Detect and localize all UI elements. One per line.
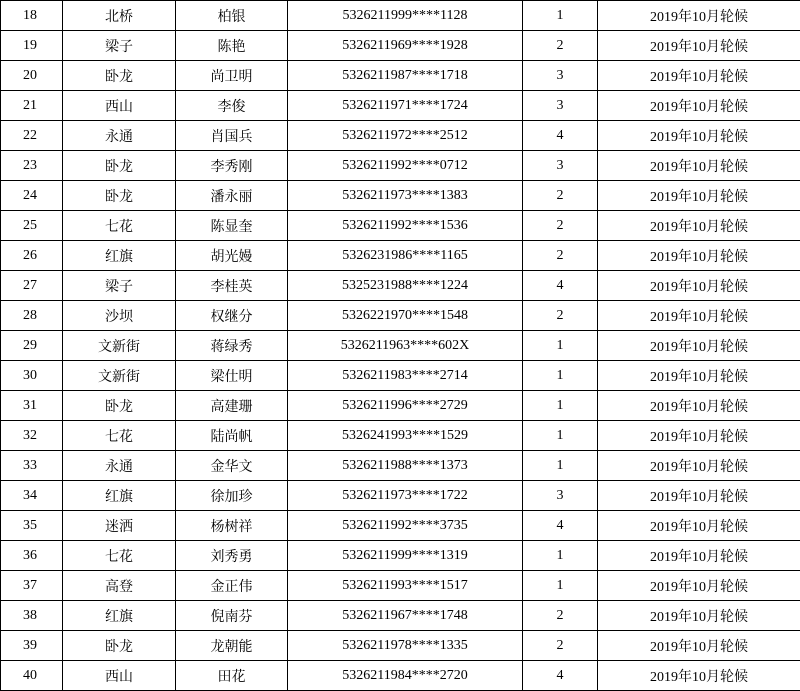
id-number-cell: 5326221970****1548 bbox=[288, 301, 523, 331]
household-count-cell: 2 bbox=[523, 211, 598, 241]
household-count-cell: 2 bbox=[523, 631, 598, 661]
table-row bbox=[1, 31, 800, 61]
household-count-cell: 1 bbox=[523, 571, 598, 601]
batch-cell: 2019年10月轮候 bbox=[598, 31, 800, 61]
household-count-cell: 2 bbox=[523, 181, 598, 211]
town-cell: 卧龙 bbox=[63, 181, 176, 211]
town-cell: 迷洒 bbox=[63, 511, 176, 541]
row-number-cell: 38 bbox=[1, 601, 63, 631]
name-cell: 高建珊 bbox=[176, 391, 288, 421]
household-count-cell: 1 bbox=[523, 361, 598, 391]
town-cell: 卧龙 bbox=[63, 631, 176, 661]
id-number-cell: 5326211963****602X bbox=[288, 331, 523, 361]
town-cell: 沙坝 bbox=[63, 301, 176, 331]
id-number-cell: 5326211992****3735 bbox=[288, 511, 523, 541]
table-row bbox=[1, 661, 800, 691]
row-number-cell: 36 bbox=[1, 541, 63, 571]
batch-cell: 2019年10月轮候 bbox=[598, 91, 800, 121]
batch-cell: 2019年10月轮候 bbox=[598, 511, 800, 541]
name-cell: 陆尚帆 bbox=[176, 421, 288, 451]
batch-cell: 2019年10月轮候 bbox=[598, 151, 800, 181]
name-cell: 刘秀勇 bbox=[176, 541, 288, 571]
name-cell: 柏银 bbox=[176, 1, 288, 31]
name-cell: 田花 bbox=[176, 661, 288, 691]
row-number-cell: 29 bbox=[1, 331, 63, 361]
name-cell: 潘永丽 bbox=[176, 181, 288, 211]
id-number-cell: 5326211969****1928 bbox=[288, 31, 523, 61]
household-count-cell: 3 bbox=[523, 61, 598, 91]
row-number-cell: 27 bbox=[1, 271, 63, 301]
town-cell: 卧龙 bbox=[63, 391, 176, 421]
household-count-cell: 2 bbox=[523, 241, 598, 271]
row-number-cell: 31 bbox=[1, 391, 63, 421]
row-number-cell: 25 bbox=[1, 211, 63, 241]
id-number-cell: 5326211972****2512 bbox=[288, 121, 523, 151]
table-row bbox=[1, 601, 800, 631]
town-cell: 红旗 bbox=[63, 601, 176, 631]
id-number-cell: 5326211971****1724 bbox=[288, 91, 523, 121]
household-count-cell: 2 bbox=[523, 301, 598, 331]
batch-cell: 2019年10月轮候 bbox=[598, 211, 800, 241]
town-cell: 梁子 bbox=[63, 31, 176, 61]
table-row bbox=[1, 211, 800, 241]
town-cell: 北桥 bbox=[63, 1, 176, 31]
household-count-cell: 1 bbox=[523, 451, 598, 481]
table-row bbox=[1, 421, 800, 451]
town-cell: 永通 bbox=[63, 121, 176, 151]
town-cell: 红旗 bbox=[63, 481, 176, 511]
table-row bbox=[1, 361, 800, 391]
table-row bbox=[1, 301, 800, 331]
row-number-cell: 28 bbox=[1, 301, 63, 331]
id-number-cell: 5326211987****1718 bbox=[288, 61, 523, 91]
household-count-cell: 1 bbox=[523, 421, 598, 451]
batch-cell: 2019年10月轮候 bbox=[598, 451, 800, 481]
name-cell: 尚卫明 bbox=[176, 61, 288, 91]
household-count-cell: 4 bbox=[523, 121, 598, 151]
name-cell: 龙朝能 bbox=[176, 631, 288, 661]
batch-cell: 2019年10月轮候 bbox=[598, 271, 800, 301]
household-count-cell: 3 bbox=[523, 91, 598, 121]
table-row bbox=[1, 571, 800, 601]
household-count-cell: 3 bbox=[523, 151, 598, 181]
batch-cell: 2019年10月轮候 bbox=[598, 481, 800, 511]
name-cell: 李俊 bbox=[176, 91, 288, 121]
batch-cell: 2019年10月轮候 bbox=[598, 661, 800, 691]
id-number-cell: 5326211978****1335 bbox=[288, 631, 523, 661]
batch-cell: 2019年10月轮候 bbox=[598, 61, 800, 91]
household-count-cell: 4 bbox=[523, 661, 598, 691]
row-number-cell: 34 bbox=[1, 481, 63, 511]
name-cell: 徐加珍 bbox=[176, 481, 288, 511]
table-row bbox=[1, 631, 800, 661]
row-number-cell: 24 bbox=[1, 181, 63, 211]
town-cell: 七花 bbox=[63, 211, 176, 241]
name-cell: 陈艳 bbox=[176, 31, 288, 61]
row-number-cell: 21 bbox=[1, 91, 63, 121]
row-number-cell: 26 bbox=[1, 241, 63, 271]
id-number-cell: 5326211999****1319 bbox=[288, 541, 523, 571]
household-count-cell: 4 bbox=[523, 511, 598, 541]
household-count-cell: 1 bbox=[523, 541, 598, 571]
town-cell: 永通 bbox=[63, 451, 176, 481]
batch-cell: 2019年10月轮候 bbox=[598, 391, 800, 421]
id-number-cell: 5326211983****2714 bbox=[288, 361, 523, 391]
table-row bbox=[1, 541, 800, 571]
id-number-cell: 5325231988****1224 bbox=[288, 271, 523, 301]
town-cell: 高登 bbox=[63, 571, 176, 601]
name-cell: 梁仕明 bbox=[176, 361, 288, 391]
row-number-cell: 20 bbox=[1, 61, 63, 91]
id-number-cell: 5326211973****1722 bbox=[288, 481, 523, 511]
table-row bbox=[1, 331, 800, 361]
batch-cell: 2019年10月轮候 bbox=[598, 1, 800, 31]
table-row bbox=[1, 91, 800, 121]
id-number-cell: 5326241993****1529 bbox=[288, 421, 523, 451]
batch-cell: 2019年10月轮候 bbox=[598, 541, 800, 571]
town-cell: 梁子 bbox=[63, 271, 176, 301]
row-number-cell: 32 bbox=[1, 421, 63, 451]
id-number-cell: 5326211984****2720 bbox=[288, 661, 523, 691]
household-count-cell: 1 bbox=[523, 391, 598, 421]
table-row bbox=[1, 121, 800, 151]
row-number-cell: 40 bbox=[1, 661, 63, 691]
name-cell: 金正伟 bbox=[176, 571, 288, 601]
id-number-cell: 5326211967****1748 bbox=[288, 601, 523, 631]
row-number-cell: 39 bbox=[1, 631, 63, 661]
town-cell: 文新街 bbox=[63, 331, 176, 361]
name-cell: 金华文 bbox=[176, 451, 288, 481]
batch-cell: 2019年10月轮候 bbox=[598, 571, 800, 601]
id-number-cell: 5326211996****2729 bbox=[288, 391, 523, 421]
town-cell: 西山 bbox=[63, 661, 176, 691]
id-number-cell: 5326211999****1128 bbox=[288, 1, 523, 31]
row-number-cell: 35 bbox=[1, 511, 63, 541]
name-cell: 李桂英 bbox=[176, 271, 288, 301]
household-count-cell: 1 bbox=[523, 1, 598, 31]
table-row bbox=[1, 271, 800, 301]
batch-cell: 2019年10月轮候 bbox=[598, 181, 800, 211]
household-count-cell: 2 bbox=[523, 31, 598, 61]
row-number-cell: 19 bbox=[1, 31, 63, 61]
household-count-cell: 1 bbox=[523, 331, 598, 361]
id-number-cell: 5326211973****1383 bbox=[288, 181, 523, 211]
row-number-cell: 18 bbox=[1, 1, 63, 31]
name-cell: 蒋绿秀 bbox=[176, 331, 288, 361]
batch-cell: 2019年10月轮候 bbox=[598, 361, 800, 391]
town-cell: 卧龙 bbox=[63, 61, 176, 91]
town-cell: 卧龙 bbox=[63, 151, 176, 181]
name-cell: 权继分 bbox=[176, 301, 288, 331]
batch-cell: 2019年10月轮候 bbox=[598, 121, 800, 151]
row-number-cell: 30 bbox=[1, 361, 63, 391]
household-count-cell: 3 bbox=[523, 481, 598, 511]
id-number-cell: 5326211992****1536 bbox=[288, 211, 523, 241]
name-cell: 陈显奎 bbox=[176, 211, 288, 241]
town-cell: 七花 bbox=[63, 541, 176, 571]
table-row bbox=[1, 1, 800, 31]
household-count-cell: 4 bbox=[523, 271, 598, 301]
table-body bbox=[1, 1, 800, 691]
table-row bbox=[1, 391, 800, 421]
name-cell: 倪南芬 bbox=[176, 601, 288, 631]
id-number-cell: 5326211993****1517 bbox=[288, 571, 523, 601]
batch-cell: 2019年10月轮候 bbox=[598, 421, 800, 451]
town-cell: 西山 bbox=[63, 91, 176, 121]
table-row bbox=[1, 151, 800, 181]
table-row bbox=[1, 241, 800, 271]
id-number-cell: 5326211992****0712 bbox=[288, 151, 523, 181]
row-number-cell: 37 bbox=[1, 571, 63, 601]
batch-cell: 2019年10月轮候 bbox=[598, 241, 800, 271]
town-cell: 红旗 bbox=[63, 241, 176, 271]
name-cell: 杨树祥 bbox=[176, 511, 288, 541]
row-number-cell: 33 bbox=[1, 451, 63, 481]
id-number-cell: 5326211988****1373 bbox=[288, 451, 523, 481]
name-cell: 肖国兵 bbox=[176, 121, 288, 151]
id-number-cell: 5326231986****1165 bbox=[288, 241, 523, 271]
town-cell: 文新街 bbox=[63, 361, 176, 391]
row-number-cell: 23 bbox=[1, 151, 63, 181]
table-row bbox=[1, 61, 800, 91]
batch-cell: 2019年10月轮候 bbox=[598, 601, 800, 631]
table-row bbox=[1, 511, 800, 541]
town-cell: 七花 bbox=[63, 421, 176, 451]
batch-cell: 2019年10月轮候 bbox=[598, 301, 800, 331]
table-row bbox=[1, 181, 800, 211]
table-row bbox=[1, 481, 800, 511]
name-cell: 李秀刚 bbox=[176, 151, 288, 181]
batch-cell: 2019年10月轮候 bbox=[598, 331, 800, 361]
household-count-cell: 2 bbox=[523, 601, 598, 631]
row-number-cell: 22 bbox=[1, 121, 63, 151]
table-row bbox=[1, 451, 800, 481]
batch-cell: 2019年10月轮候 bbox=[598, 631, 800, 661]
name-cell: 胡光嫚 bbox=[176, 241, 288, 271]
